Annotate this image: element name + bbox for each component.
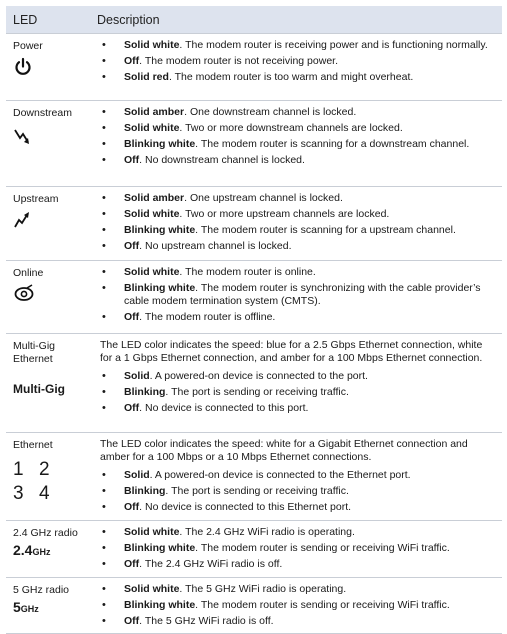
table-row-2-4ghz bbox=[6, 520, 502, 577]
led-label: Downstream bbox=[13, 107, 72, 119]
description-intro: The LED color indicates the speed: blue for a 2.5 Gbps Ethernet connection, white for a 1 Gbps Ethernet connection, and amber for a 100 Mbps Ethernet connection. bbox=[100, 339, 483, 364]
table-row-5ghz bbox=[6, 577, 502, 634]
list-item: • Solid white. Two or more downstream channels are locked. bbox=[100, 122, 496, 135]
wifi-band-icon: 2.4GHz bbox=[13, 542, 51, 558]
list-item: • Off. No upstream channel is locked. bbox=[100, 240, 496, 253]
description-intro: The LED color indicates the speed: white for a Gigabit Ethernet connection and amber for a 100 Mbps or a 10 Mbps Ethernet connections. bbox=[100, 438, 468, 463]
list-item: • Off. The modem router is offline. bbox=[100, 311, 496, 324]
list-item: • Blinking white. The modem router is scanning for a downstream channel. bbox=[100, 138, 496, 151]
led-label: Multi-Gig Ethernet bbox=[13, 340, 56, 365]
list-item: • Blinking. The port is sending or receiving traffic. bbox=[100, 386, 496, 399]
list-item: • Solid white. The 5 GHz WiFi radio is operating. bbox=[100, 583, 496, 596]
led-label: Power bbox=[13, 40, 43, 52]
ethernet-port-icons bbox=[13, 458, 91, 506]
list-item: • Solid. A powered-on device is connected to the port. bbox=[100, 370, 496, 383]
description bbox=[100, 34, 502, 84]
list-item: • Off. No device is connected to this Ethernet port. bbox=[100, 501, 496, 514]
globe-icon bbox=[13, 284, 91, 306]
table-row-ethernet bbox=[6, 432, 502, 520]
description bbox=[100, 261, 502, 324]
port-number-icon: 3 bbox=[13, 483, 24, 504]
wifi-band-icon: 5GHz bbox=[13, 599, 39, 615]
downstream-arrow-icon bbox=[13, 127, 91, 149]
led-label: Online bbox=[13, 267, 44, 279]
led-table bbox=[6, 6, 502, 634]
led-label: Upstream bbox=[13, 193, 59, 205]
table-row-online bbox=[6, 260, 502, 333]
multi-gig-icon: Multi-Gig bbox=[13, 382, 65, 396]
list-item: • Off. The 5 GHz WiFi radio is off. bbox=[100, 615, 496, 628]
list-item: • Blinking. The port is sending or receiving traffic. bbox=[100, 485, 496, 498]
list-item: • Solid red. The modem router is too warm and might overheat. bbox=[100, 71, 496, 84]
description bbox=[100, 334, 502, 415]
list-item: • Solid white. The 2.4 GHz WiFi radio is operating. bbox=[100, 526, 496, 539]
power-icon bbox=[13, 57, 91, 81]
port-number-icon: 2 bbox=[39, 459, 50, 480]
list-item: • Blinking white. The modem router is synchronizing with the cable provider’s cable modem termination system (CMTS). bbox=[100, 282, 496, 308]
list-item: • Solid amber. One upstream channel is locked. bbox=[100, 192, 496, 205]
list-item: • Solid amber. One downstream channel is locked. bbox=[100, 106, 496, 119]
table-row-power bbox=[6, 33, 502, 100]
description bbox=[100, 521, 502, 571]
table-header bbox=[6, 6, 502, 33]
list-item: • Solid white. The modem router is receiving power and is functioning normally. bbox=[100, 39, 496, 52]
description bbox=[100, 101, 502, 167]
list-item: • Solid. A powered-on device is connected to the Ethernet port. bbox=[100, 469, 496, 482]
list-item: • Solid white. Two or more upstream channels are locked. bbox=[100, 208, 496, 221]
header-description: Description bbox=[97, 12, 160, 27]
list-item: • Off. No downstream channel is locked. bbox=[100, 154, 496, 167]
led-label: 5 GHz radio bbox=[13, 584, 70, 596]
table-row-multi-gig bbox=[6, 333, 502, 432]
list-item: • Blinking white. The modem router is sending or receiving WiFi traffic. bbox=[100, 599, 496, 612]
led-label: 2.4 GHz radio bbox=[13, 527, 78, 539]
list-item: • Blinking white. The modem router is scanning for a upstream channel. bbox=[100, 224, 496, 237]
led-label: Ethernet bbox=[13, 439, 53, 451]
upstream-arrow-icon bbox=[13, 211, 91, 233]
table-row-upstream bbox=[6, 186, 502, 260]
list-item: • Blinking white. The modem router is sending or receiving WiFi traffic. bbox=[100, 542, 496, 555]
port-number-icon: 4 bbox=[39, 483, 50, 504]
description bbox=[100, 433, 502, 514]
header-led: LED bbox=[13, 12, 38, 27]
description bbox=[100, 578, 502, 628]
description bbox=[100, 187, 502, 253]
port-number-icon: 1 bbox=[13, 459, 24, 480]
list-item: • Solid white. The modem router is online. bbox=[100, 266, 496, 279]
table-row-downstream bbox=[6, 100, 502, 186]
list-item: • Off. No device is connected to this port. bbox=[100, 402, 496, 415]
list-item: • Off. The modem router is not receiving power. bbox=[100, 55, 496, 68]
list-item: • Off. The 2.4 GHz WiFi radio is off. bbox=[100, 558, 496, 571]
